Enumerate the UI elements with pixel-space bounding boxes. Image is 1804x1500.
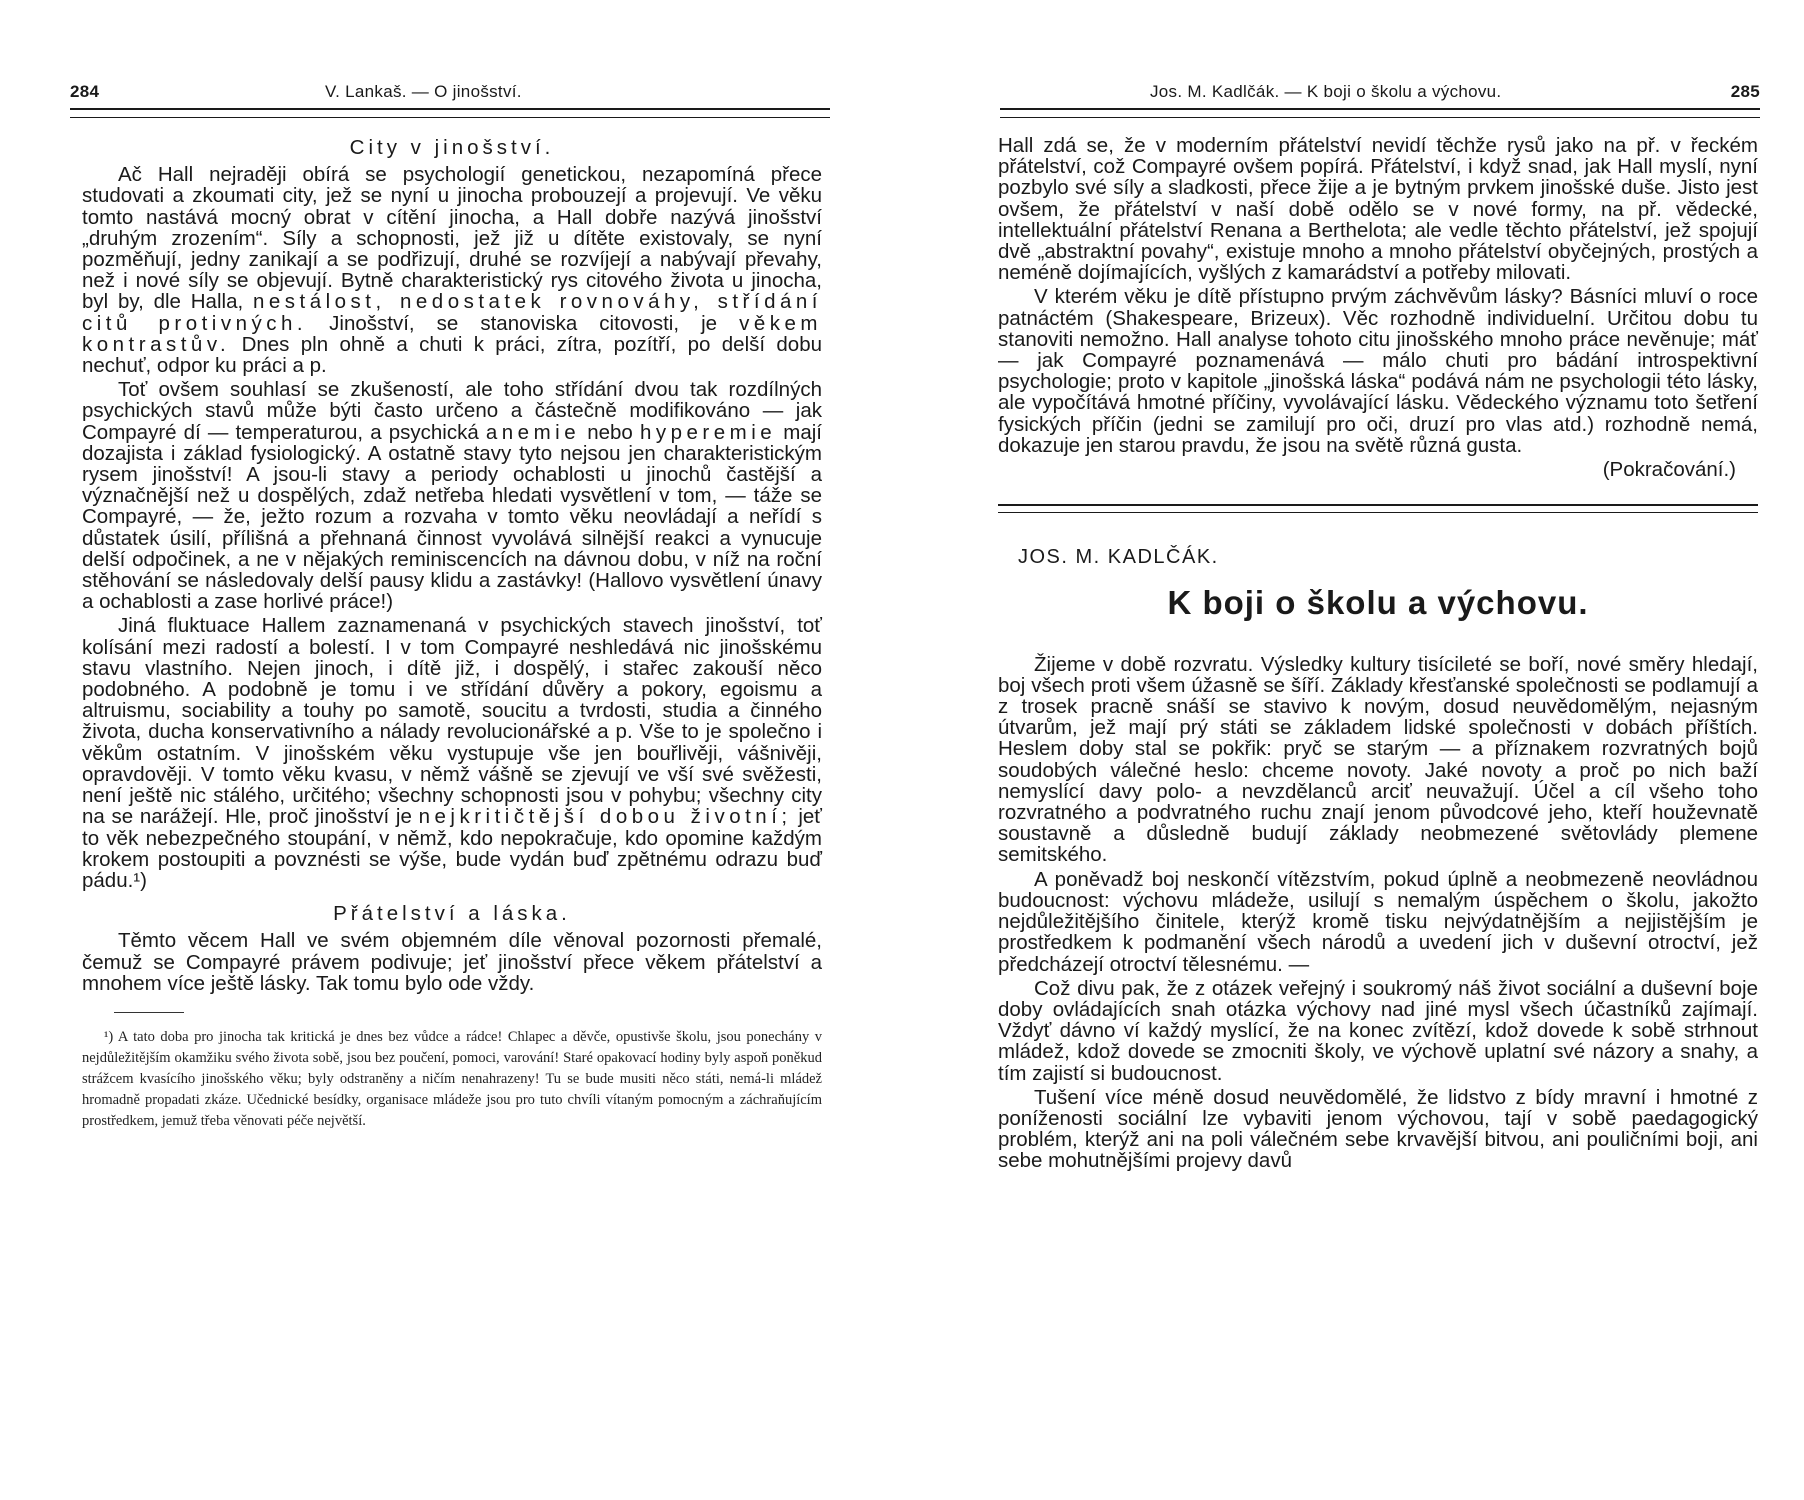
header-rule-right [1000,108,1760,118]
paragraph: Těmto věcem Hall ve svém objemném díle věnoval pozornosti přemalé, čemuž se Compayré právem podivuje; jeť jinošství přece věkem přátelství a mnohem více ještě lásky. Tak tomu bylo ode vždy. [82,929,822,995]
section-heading-pratelstvi: Přátelství a láska. [333,902,571,926]
footnote-rule [114,1012,184,1013]
paragraph [82,615,822,891]
paragraph [82,379,822,612]
text-run: Dnes pln ohně a chuti k práci, zítra, pozítří, po delší dobu nechuť, odpor ku práci a p. [82,332,822,378]
text-run: nebo [580,420,640,444]
text-run: jeť to věk nebezpečného stoupání, v němž, kdo nepokračuje, kdo opomine každým krokem postoupiti a povznésti se výše, bude vydán buď zpětnému odrazu buď pádu.¹) [82,805,822,892]
header-rule-left [70,108,830,118]
paragraph [82,164,822,376]
continued-note: (Pokračování.) [1602,458,1736,482]
paragraph: Což divu pak, že z otázek veřejný i soukromý náš život sociální a duševní boje doby ovládajících snah otázka výchovy nad jiné mysl všech účastníků zajímají. Vždyť dávno ví každý myslící, že na konec zvítězí, kdož dovede k sobě strhnout mládež, kdož dovede se zmocniti školy, ve výchově uplatní své názory a snahy, a tím zajistí si budoucnost. [998,976,1758,1085]
paragraph: A poněvadž boj neskončí vítězstvím, pokud úplně a neobmezeně neovládnou budoucnost: výchovu mládeže, usilují s nemalým úspěchem o školu, jakožto nejdůležitějšího činitele, kterýž kromě tisku nejvýdatnějším a nejjistějším je prostředkem k podmanění všech národů a uvedení jich v duševní otroctví, jež předcházejí otroctví tělesnému. — [998,867,1758,976]
spaced-emphasis: hyperemie [639,420,777,444]
spaced-emphasis: nestálost, nedostatek rovnováhy, střídání citů protivných. [82,290,822,335]
spaced-emphasis: nejkritičtější dobou životní; [418,805,792,829]
article-divider [998,504,1758,513]
running-head-right [1000,82,1760,106]
text-run: Toť ovšem souhlasí se zkušeností, ale toho střídání dvou tak rozdílných psychických stavů může býti často určeno a částečně modifikováno — jak Compayré dí — temperaturou, a psychická [82,378,822,444]
paragraph: Tušení více méně dosud neuvědomělé, že lidstvo z bídy mravní i hmotné z poníženosti sociální lze vybaviti jenom výchovou, tají v sobě paedagogický problém, kterýž ani na poli válečném sebe krvavější bitvou, ani pouličními boji, ani sebe mohutnějšími projevy davů [998,1085,1758,1173]
author-name: JOS. M. KADLČÁK. [1018,546,1219,569]
running-head-left [70,82,830,106]
page-number-right: 285 [1730,82,1760,101]
article-title: K boji o školu a výchovu. [1167,584,1589,622]
left-column [82,135,822,1147]
right-column [998,135,1758,1175]
footnote: ¹) A tato doba pro jinocha tak kritická je dnes bez vůdce a rádce! Chlapec a děvče, opustivše školu, jsou ponechány v nejdůležitějším okamžiku svého života sobě, jsou bez poučení, pomoci, varování! Staré opakovací hodiny byly aspoň poněkud strážcem kvasícího jinošského věku; byly odstraněny a ničím nenahrazeny! Tu se bude musiti něco státi, nemá-li mládež hromadně propadati zkáze. Učednické besídky, organisace mládeže jsou pro tuto chvíli vítaným pomocným a záchraňujícím prostředkem, jemuž třeba věnovati péče největší. [82,1029,822,1130]
text-run: Jiná fluktuace Hallem zaznamenaná v psychických stavech jinošství, toť kolísání mezi radostí a bolestí. I v tom Compayré neshledává nic jinošskému stavu vlastního. Nejen jinoch, i dítě již, i dospělý, i stařec zakouší něco podobného. A podobně je tomu i ve střídání důvěry a pokory, egoismu a altruismu, sociability a touhy po samotě, soucitu a tvrdosti, studia a činného života, ducha konservativního a nálady revolucionářské a p. Vše to je společno i věkům ostatním. V jinošském věku vystupuje vše jen bouřlivěji, vášnivěji, opravdověji. V tomto věku kvasu, v němž vášně se zjevují ve vší své svěžesti, není ještě nic stálého, určitého; všechny schopnosti jsou v pohybu; všechny city na se narážejí. Hle, proč jinošství je [82,614,822,829]
paragraph: V kterém věku je dítě přístupno prvým záchvěvům lásky? Básníci mluví o roce patnáctém (Shakespeare, Brizeux). Věc rozhodně individuelní. Určitou dobu tu stanoviti nemožno. Hall analyse tohoto citu jinošského mnoho práce nevěnuje; máť — jak Compayré poznamenává — málo chuti pro bádání introspektivní psychologie; proto v kapitole „jinošská láska“ podává nám ne psychologii této lásky, ale vypočítává hmotné příčiny, vyvolávající lásku. Vědeckého významu toto šetření fysických příčin (jedni se zamilují pro oči, druzí pro vlas atd.) rozhodně nemá, dokazuje jen starou pravdu, že jsou na světě různá gusta. [998,285,1758,457]
spaced-emphasis: věkem kontrastův. [82,311,822,356]
paragraph: Hall zdá se, že v moderním přátelství nevidí těchže rysů jako na př. v řeckém přátelství, což Compayré ovšem popírá. Přátelství, i když snad, jak Hall myslí, nyní pozbylo své síly a sladkosti, přece žije a je bytným prvkem jinošské duše. Jisto jest ovšem, že přátelství v naší době odělo se v nové formy, na př. vědecké, intellektuální přátelství Renana a Berthelota; ale vedle těchto přátelství, jež spojují dvě „abstraktní povahy“, existuje mnoho a mnoho přátelství obyčejných, prostých a neméně dojímajících, vyšlých z kamarádství a potřeby milovati. [998,134,1758,285]
page-number-left: 284 [70,82,100,101]
right-page [902,0,1804,1500]
section-heading-city: City v jinošství. [349,136,555,159]
text-run: Ač Hall nejraději obírá se psychologií genetickou, nezapomíná přece studovati a zkoumati city, jež se nyní u jinocha probouzejí a projevují. Ve věku tomto nastává mocný obrat v cítění jinocha, a Hall dobře nazývá jinošství „druhým zrozením“. Síly a schopnosti, jež již u dítěte existovaly, se nyní pozměňují, jedny zanikají a se podřizují, druhé se rozvíjejí a nabývají převahy, než i nové síly se objevují. Bytně charakteristický rys citového života u jinocha, byl by, dle Halla, [82,163,822,314]
running-head-title-left: V. Lankaš. — O jinošství. [325,82,522,101]
running-head-title-right: Jos. M. Kadlčák. — K boji o školu a výchovu. [1150,82,1502,101]
spaced-emphasis: anemie [485,420,581,444]
paragraph: Žijeme v době rozvratu. Výsledky kultury tisícileté se boří, nové směry hledají, boj všech proti všem úžasně se šíří. Základy křesťanské společnosti se podlamují a z trosek pracně snáší se stavivo k novým, dosud neuvědomělým, nejasným útvarům, jež mají prý státi se základem lidské společnosti v dobách příštích. Heslem doby stal se pokřik: pryč se starým — a příznakem rozvratných bojů soudobých válečné heslo: chceme novoty. Jaké novoty a proč po nich baží nemyslící davy polo- a nevzdělanců arciť neuvažují. Účel a cíl všeho toho rozvratného a podvratného ruchu znají jenom původcové jeho, kteří houževnatě soustavně a důsledně budují základy neobmezené světovlády plemene semitského. [998,652,1758,867]
text-run: mají dozajista i základ fysiologický. A ostatně stavy tyto nejsou jen charakteristickým rysem jinošství! A jsou-li stavy a periody ochablosti u jinochů častější a význačnější než u dospělých, zdaž netřeba hledati vysvětlení v tom, — táže se Compayré, — že, ježto rozum a rozvaha v tomto věku neovládají a neřídí s důstatek úsilí, přílišná a přehnaná činnost vyvolává silnější reakci a vynucuje delší odpočinek, a ne v nějakých reminiscencích na dávnou dobu, v níž na roční stěhování se následovaly delší pausy klidu a zastávky! (Hallovo vysvětlení únavy a ochablosti a zase horlivé práce!) [82,420,822,614]
text-run: Jinošství, se stanoviska citovosti, je [307,311,740,335]
